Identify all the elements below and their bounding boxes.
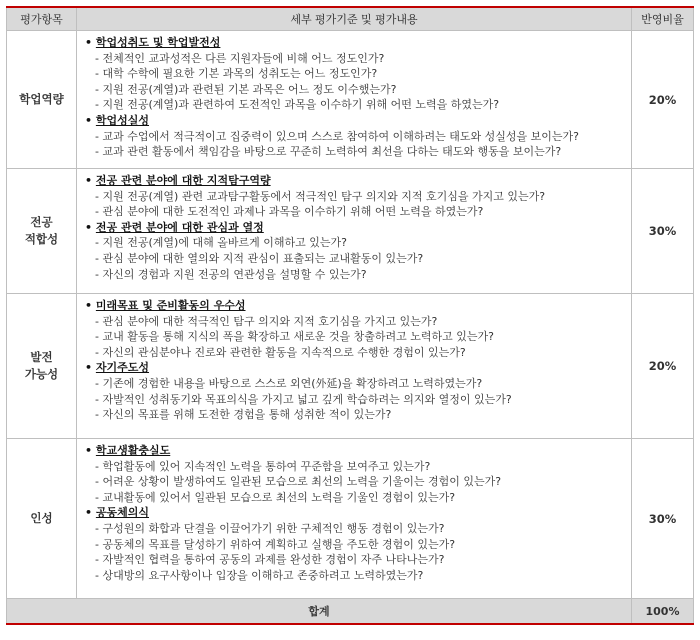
- criteria-item: [85, 129, 623, 145]
- criteria-item: [85, 376, 623, 392]
- item-text: 관심 분야에 대한 도전적인 과제나 과목을 이수하기 위해 어떤 노력을 하였는가?: [102, 205, 484, 219]
- criteria-item: [85, 235, 623, 251]
- item-text: 자신의 목표를 위해 도전한 경험을 통해 성취한 적이 있는가?: [102, 408, 392, 422]
- criteria-item: [85, 345, 623, 361]
- category-label: 인성: [30, 511, 53, 525]
- item-text: 지원 전공(계열) 관련 교과탐구활동에서 적극적인 탐구 의지와 지적 호기심을 가지고 있는가?: [102, 189, 546, 203]
- section-title: 학업성취도 및 학업발전성: [95, 36, 221, 49]
- item-text: 관심 분야에 대한 열의와 지적 관심이 표출되는 교내활동이 있는가?: [102, 251, 424, 265]
- item-dash: -: [95, 537, 99, 551]
- item-dash: -: [95, 345, 99, 359]
- item-dash: -: [95, 376, 99, 390]
- item-dash: -: [95, 490, 99, 504]
- criteria-row: [7, 31, 694, 169]
- category-label: 전공: [30, 215, 53, 229]
- section-title: 공동체의식: [95, 506, 150, 520]
- total-row: [7, 599, 694, 625]
- item-text: 자신의 관심분야나 진로와 관련한 활동을 지속적으로 수행한 경험이 있는가?: [102, 345, 466, 359]
- criteria-item: [85, 82, 623, 98]
- item-dash: -: [95, 189, 99, 203]
- section-bullet: •: [85, 444, 93, 457]
- category-label: 학업역량: [19, 92, 64, 106]
- section-heading: [85, 35, 623, 51]
- item-text: 교과 관련 활동에서 책임감을 바탕으로 꾸준히 노력하여 최선을 다하는 태도와 행동을 보이는가?: [102, 145, 562, 159]
- ratio-cell: 20%: [632, 294, 694, 439]
- item-text: 자발적인 협력을 통하여 공동의 과제를 완성한 경험이 자주 나타나는가?: [102, 553, 445, 567]
- section-bullet: •: [85, 36, 93, 49]
- criteria-item: [85, 144, 623, 160]
- section-title: 자기주도성: [95, 361, 150, 375]
- details-cell: [77, 439, 632, 599]
- item-dash: -: [95, 145, 99, 159]
- item-dash: -: [95, 330, 99, 344]
- total-label: 합계: [7, 599, 632, 625]
- details-cell: [77, 169, 632, 294]
- criteria-item: [85, 189, 623, 205]
- item-dash: -: [95, 251, 99, 265]
- item-dash: -: [95, 98, 99, 112]
- criteria-row: [7, 169, 694, 294]
- item-text: 지원 전공(계열)에 대해 올바르게 이해하고 있는가?: [102, 236, 347, 250]
- item-dash: -: [95, 51, 99, 65]
- category-label: 발전: [30, 350, 53, 364]
- section-title: 미래목표 및 준비활동의 우수성: [95, 299, 246, 312]
- item-dash: -: [95, 521, 99, 535]
- section-title: 학교생활충실도: [95, 444, 171, 457]
- criteria-row: [7, 439, 694, 599]
- category-cell: [7, 294, 77, 439]
- criteria-item: [85, 521, 623, 537]
- criteria-item: [85, 490, 623, 506]
- criteria-item: [85, 568, 623, 584]
- item-text: 지원 전공(계열)과 관련된 기본 과목은 어느 정도 이수했는가?: [102, 82, 397, 96]
- ratio-cell: 30%: [632, 439, 694, 599]
- item-text: 지원 전공(계열)과 관련하여 도전적인 과목을 이수하기 위해 어떤 노력을 하였는가?: [102, 98, 500, 112]
- header-ratio: 반영비율: [632, 7, 694, 31]
- section-title: 전공 관련 분야에 대한 관심과 열정: [95, 220, 264, 234]
- category-label: 가능성: [24, 367, 59, 381]
- section-bullet: •: [85, 113, 93, 127]
- section-bullet: •: [85, 506, 93, 520]
- item-text: 상대방의 요구사항이나 입장을 이해하고 존중하려고 노력하였는가?: [102, 568, 424, 582]
- item-dash: -: [95, 553, 99, 567]
- item-text: 대학 수학에 필요한 기본 과목의 성취도는 어느 정도인가?: [102, 67, 378, 81]
- evaluation-criteria-table: [6, 6, 694, 625]
- criteria-item: [85, 204, 623, 220]
- ratio-cell: 20%: [632, 31, 694, 169]
- criteria-item: [85, 66, 623, 82]
- details-cell: [77, 294, 632, 439]
- section-heading: [85, 505, 623, 521]
- category-cell: [7, 439, 77, 599]
- item-dash: -: [95, 82, 99, 96]
- item-text: 학업활동에 있어 지속적인 노력을 통하여 꾸준함을 보여주고 있는가?: [102, 459, 431, 473]
- section-heading: [85, 220, 623, 236]
- criteria-item: [85, 392, 623, 408]
- item-text: 교내 활동을 통해 지식의 폭을 확장하고 새로운 것을 창출하려고 노력하고 있는가?: [102, 330, 494, 344]
- item-dash: -: [95, 408, 99, 422]
- ratio-cell: 30%: [632, 169, 694, 294]
- criteria-item: [85, 407, 623, 423]
- header-details: 세부 평가기준 및 평가내용: [77, 7, 632, 31]
- item-dash: -: [95, 67, 99, 81]
- header-category: 평가항목: [7, 7, 77, 31]
- item-text: 교과 수업에서 적극적이고 집중력이 있으며 스스로 참여하여 이해하려는 태도와 성실성을 보이는가?: [102, 129, 579, 143]
- section-title: 학업성실성: [95, 113, 150, 127]
- item-dash: -: [95, 392, 99, 406]
- criteria-item: [85, 459, 623, 475]
- item-dash: -: [95, 129, 99, 143]
- total-ratio: 100%: [632, 599, 694, 625]
- details-cell: [77, 31, 632, 169]
- category-cell: [7, 169, 77, 294]
- section-bullet: •: [85, 220, 93, 234]
- criteria-item: [85, 267, 623, 283]
- item-dash: -: [95, 267, 99, 281]
- item-text: 관심 분야에 대한 적극적인 탐구 의지와 지적 호기심을 가지고 있는가?: [102, 314, 438, 328]
- section-bullet: •: [85, 361, 93, 375]
- item-dash: -: [95, 314, 99, 328]
- criteria-item: [85, 97, 623, 113]
- section-heading: [85, 173, 623, 189]
- item-dash: -: [95, 236, 99, 250]
- section-heading: [85, 443, 623, 459]
- criteria-row: [7, 294, 694, 439]
- item-dash: -: [95, 568, 99, 582]
- category-label: 적합성: [24, 232, 59, 246]
- item-text: 자신의 경험과 지원 전공의 연관성을 설명할 수 있는가?: [102, 267, 367, 281]
- item-text: 자발적인 성취동기와 목표의식을 가지고 넓고 깊게 학습하려는 의지와 열정이 있는가?: [102, 392, 512, 406]
- criteria-item: [85, 51, 623, 67]
- item-dash: -: [95, 205, 99, 219]
- criteria-item: [85, 474, 623, 490]
- item-text: 교내활동에 있어서 일관된 모습으로 최선의 노력을 기울인 경험이 있는가?: [102, 490, 456, 504]
- criteria-item: [85, 552, 623, 568]
- item-text: 기존에 경험한 내용을 바탕으로 스스로 외연(外延)을 확장하려고 노력하였는가?: [102, 376, 483, 390]
- item-text: 공동체의 목표를 달성하기 위하여 계획하고 실행을 주도한 경험이 있는가?: [102, 537, 456, 551]
- item-text: 어려운 상황이 발생하여도 일관된 모습으로 최선의 노력을 기울이는 경험이 있는가?: [102, 475, 502, 489]
- section-heading: [85, 360, 623, 376]
- category-cell: [7, 31, 77, 169]
- section-bullet: •: [85, 299, 93, 312]
- criteria-item: [85, 329, 623, 345]
- item-text: 전체적인 교과성적은 다른 지원자들에 비해 어느 정도인가?: [102, 51, 385, 65]
- section-bullet: •: [85, 174, 93, 187]
- criteria-item: [85, 537, 623, 553]
- section-heading: [85, 113, 623, 129]
- header-row: [7, 7, 694, 31]
- criteria-item: [85, 251, 623, 267]
- item-dash: -: [95, 475, 99, 489]
- item-text: 구성원의 화합과 단결을 이끌어가기 위한 구체적인 행동 경험이 있는가?: [102, 521, 445, 535]
- section-heading: [85, 298, 623, 314]
- item-dash: -: [95, 459, 99, 473]
- criteria-item: [85, 314, 623, 330]
- section-title: 전공 관련 분야에 대한 지적탐구역량: [95, 174, 271, 187]
